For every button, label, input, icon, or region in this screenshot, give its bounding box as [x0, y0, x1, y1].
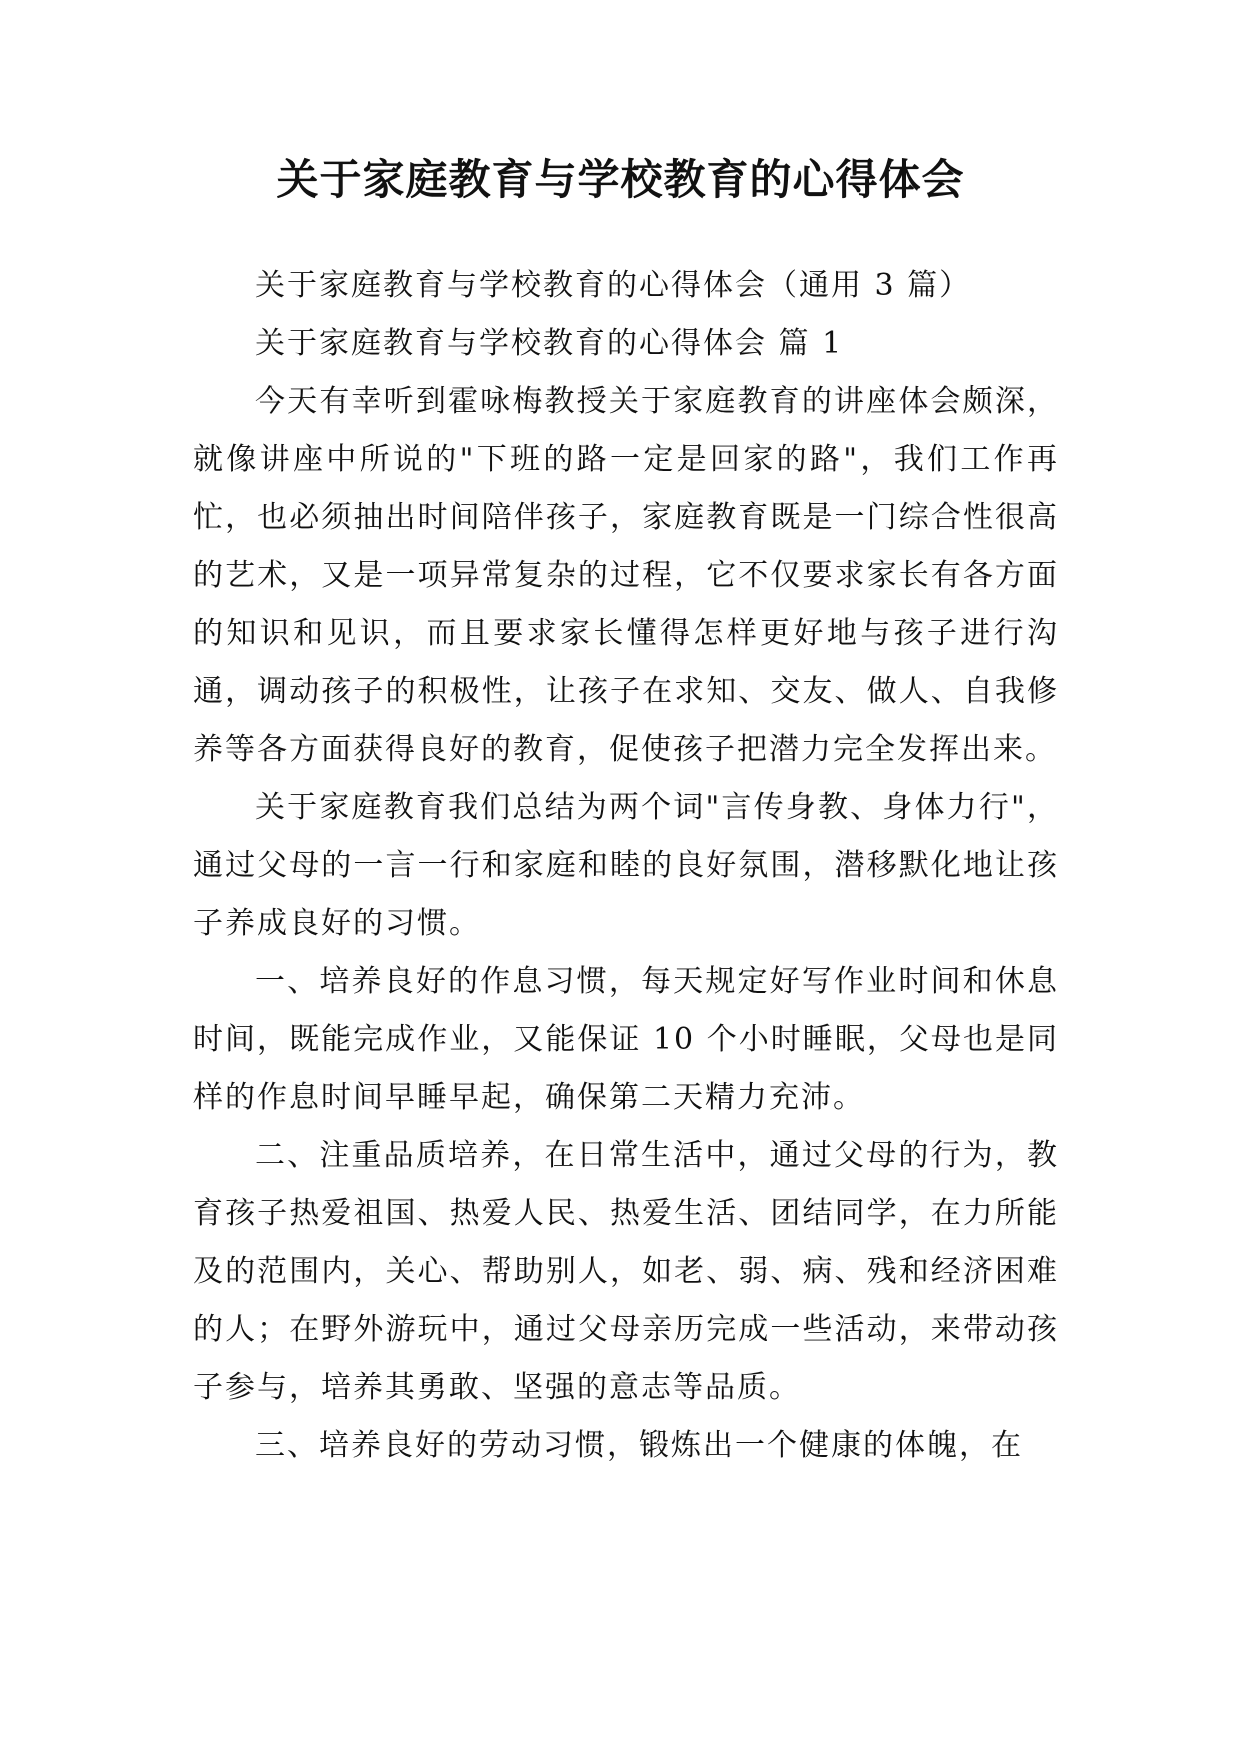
paragraph-section-heading: 关于家庭教育与学校教育的心得体会 篇 1: [255, 326, 844, 361]
paragraph: 关于家庭教育我们总结为两个词"言传身教、身体力行"，通过父母的一言一行和家庭和睦的良好氛围，潜移默化地让孩子养成良好的习惯。: [193, 790, 1059, 941]
paragraph: 三、培养良好的劳动习惯，锻炼出一个健康的体魄，在: [255, 1428, 1023, 1463]
paragraph-subtitle: 关于家庭教育与学校教育的心得体会（通用 3 篇）: [255, 268, 972, 303]
paragraph: 二、注重品质培养，在日常生活中，通过父母的行为，教育孩子热爱祖国、热爱人民、热爱生活、团结同学，在力所能及的范围内，关心、帮助别人，如老、弱、病、残和经济困难的人；在野外游玩中，通过父母亲历完成一些活动，来带动孩子参与，培养其勇敢、坚强的意志等品质。: [193, 1138, 1059, 1405]
paragraph: 今天有幸听到霍咏梅教授关于家庭教育的讲座体会颇深，就像讲座中所说的"下班的路一定是回家的路"，我们工作再忙，也必须抽出时间陪伴孩子，家庭教育既是一门综合性很高的艺术，又是一项异常复杂的过程，它不仅要求家长有各方面的知识和见识，而且要求家长懂得怎样更好地与孩子进行沟通，调动孩子的积极性，让孩子在求知、交友、做人、自我修养等各方面获得良好的教育，促使孩子把潜力完全发挥出来。: [193, 384, 1059, 767]
document-body: [193, 257, 1059, 1475]
document-title: 关于家庭教育与学校教育的心得体会: [276, 155, 965, 204]
paragraph: 一、培养良好的作息习惯，每天规定好写作业时间和休息时间，既能完成作业，又能保证 10 个小时睡眠，父母也是同样的作息时间早睡早起，确保第二天精力充沛。: [193, 964, 1059, 1115]
